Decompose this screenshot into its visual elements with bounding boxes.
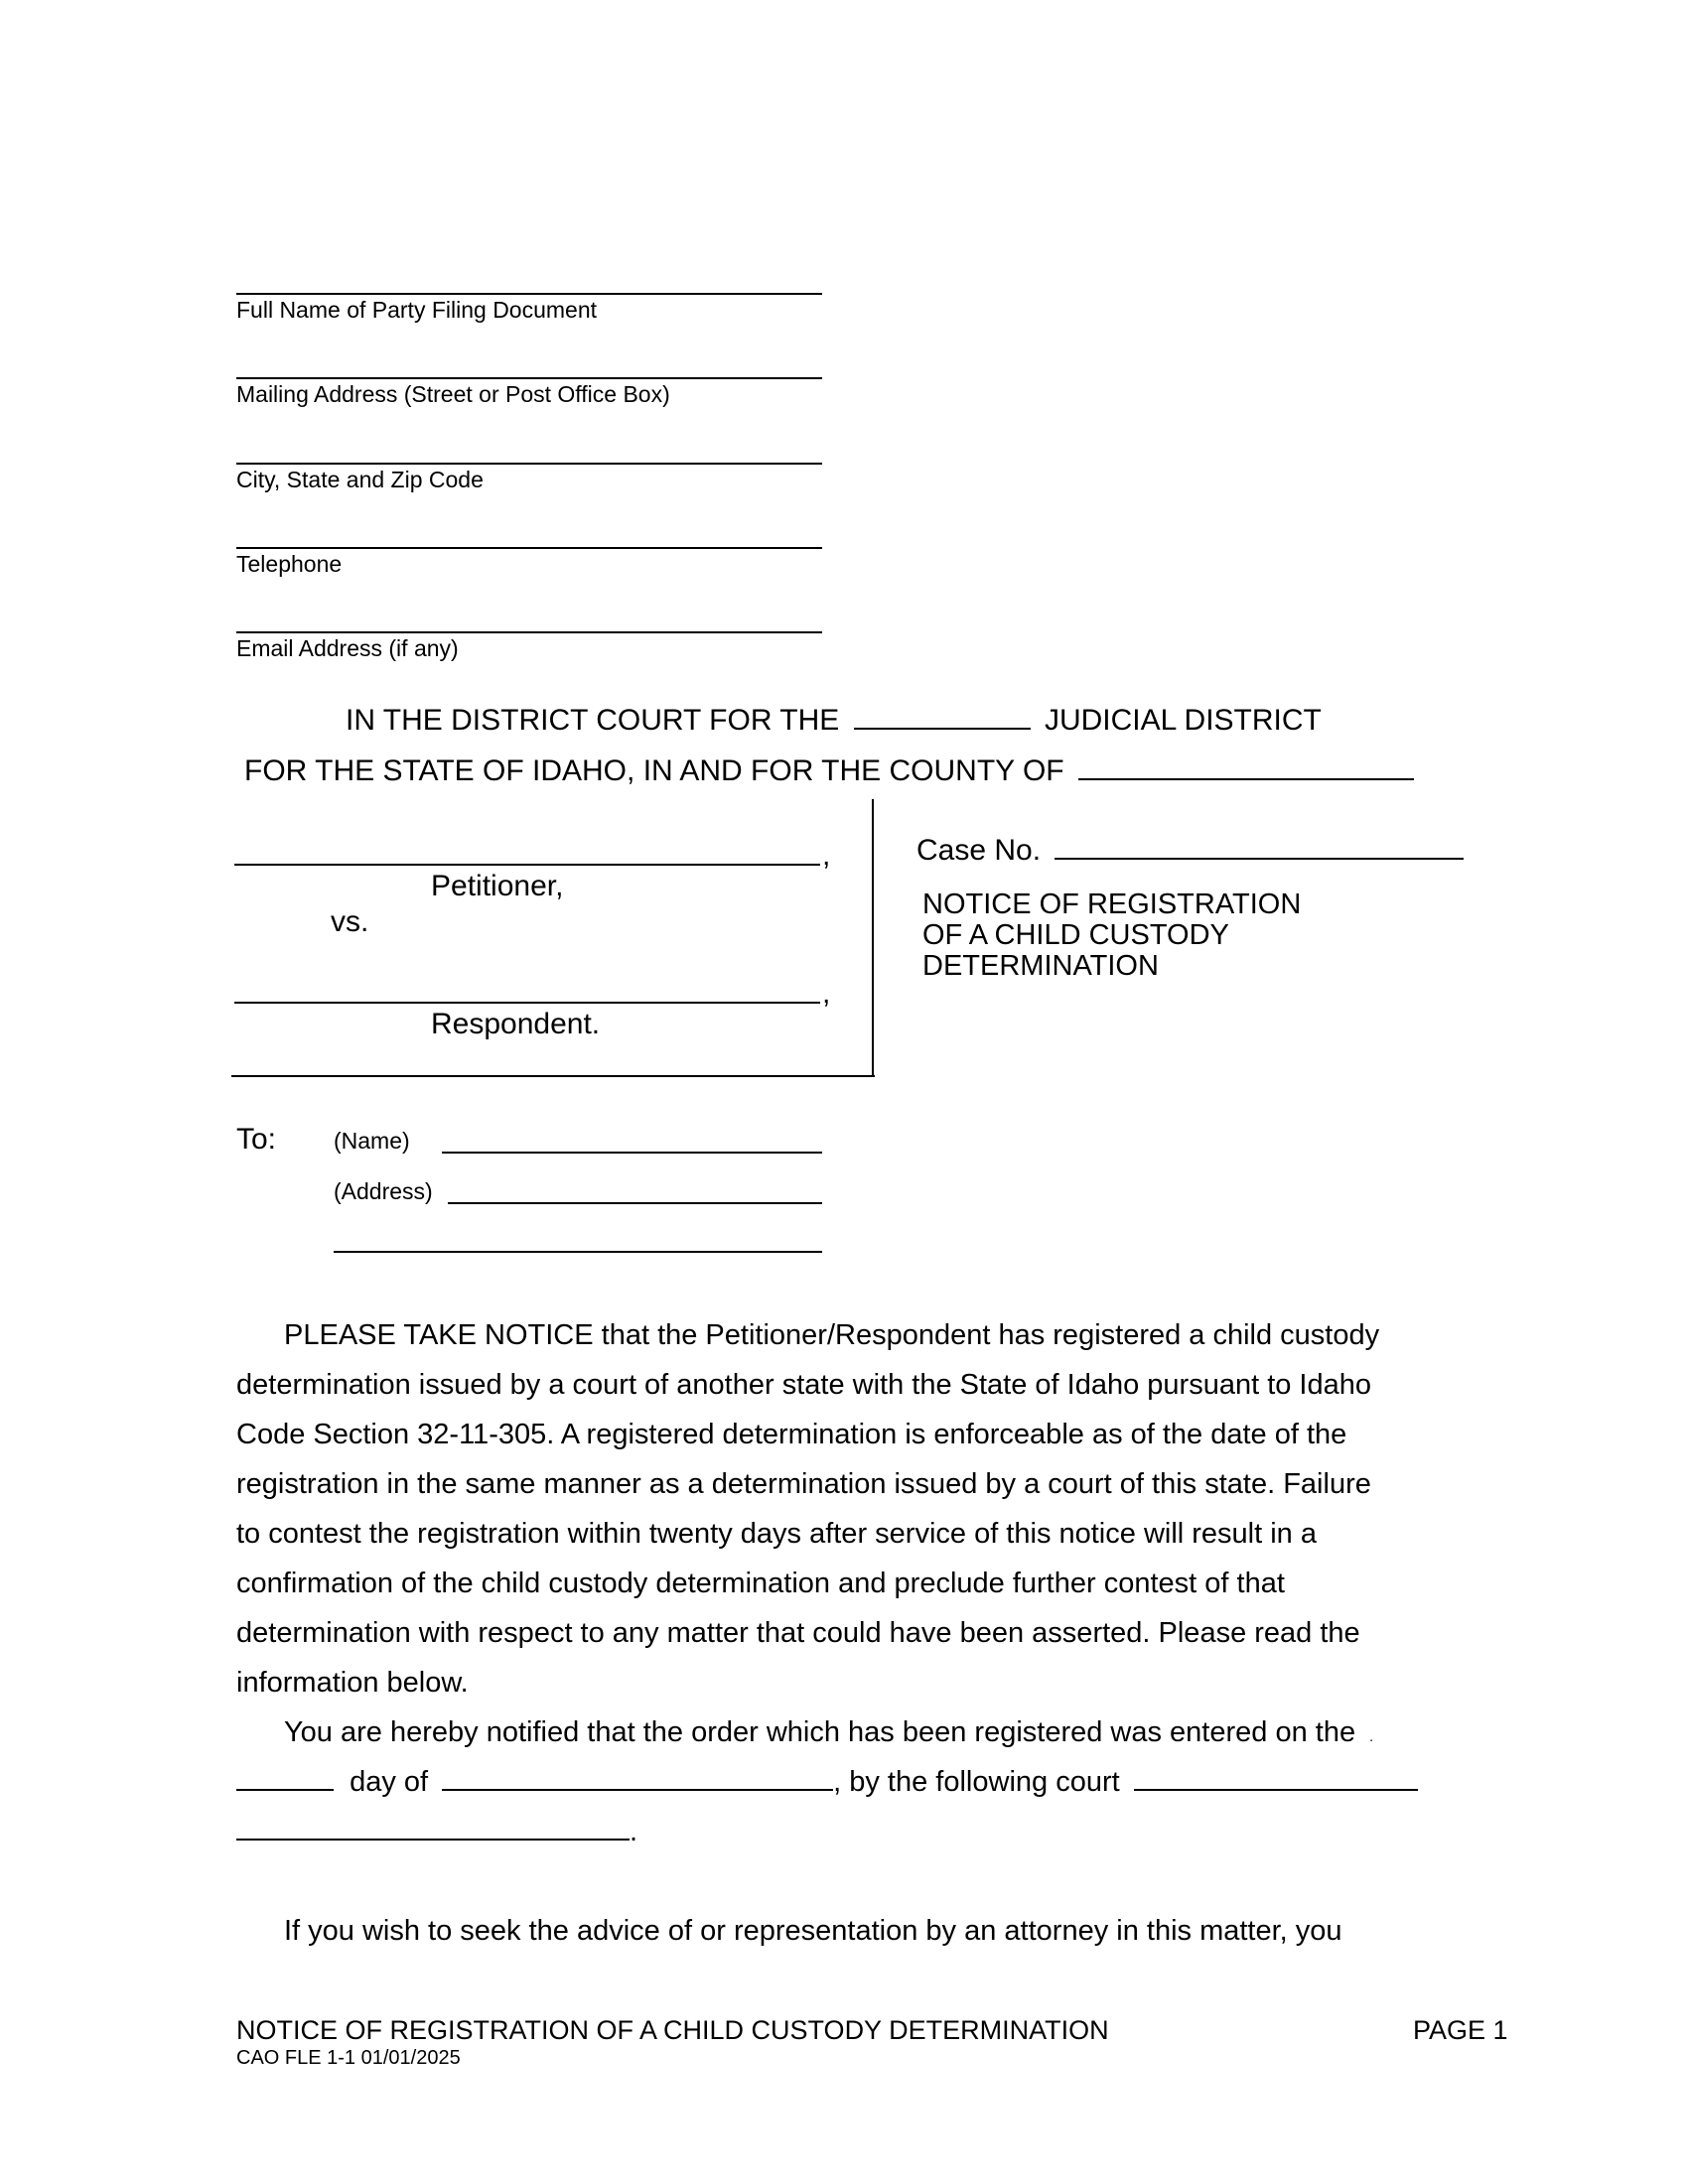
court-heading-line1-prefix: IN THE DISTRICT COURT FOR THE xyxy=(346,704,840,737)
paragraph-2-dot: . xyxy=(1369,1728,1374,1744)
recipient-name-label: (Name) xyxy=(334,1128,410,1154)
paragraph-1-line: to contest the registration within twenty days after service of this notice will result in a xyxy=(236,1518,1317,1550)
day-blank[interactable] xyxy=(236,1759,334,1791)
court-heading-line1 xyxy=(346,698,1322,738)
footer-doc-title: NOTICE OF REGISTRATION OF A CHILD CUSTODY DETERMINATION xyxy=(236,2015,1109,2045)
case-number-row xyxy=(916,828,1464,868)
document-title-line3: DETERMINATION xyxy=(922,950,1159,982)
paragraph-1-line: Code Section 32-11-305. A registered determination is enforceable as of the date of the xyxy=(236,1419,1347,1450)
paragraph-1-line: PLEASE TAKE NOTICE that the Petitioner/Respondent has registered a child custody xyxy=(284,1319,1380,1351)
following-court-label: , by the following court xyxy=(833,1766,1120,1798)
recipient-address-line2[interactable] xyxy=(334,1251,822,1253)
recipient-address-line1[interactable] xyxy=(448,1202,822,1204)
respondent-label: Respondent. xyxy=(431,1008,601,1040)
paragraph-1-line: information below. xyxy=(236,1667,469,1699)
paragraph-1-line: registration in the same manner as a determination issued by a court of this state. Failure xyxy=(236,1468,1371,1500)
email-line[interactable] xyxy=(236,631,822,633)
petitioner-comma: , xyxy=(822,839,831,872)
document-title-line1: NOTICE OF REGISTRATION xyxy=(922,888,1302,920)
to-label: To: xyxy=(236,1123,277,1156)
paragraph-2-end-period: . xyxy=(630,1816,638,1847)
paragraph-3-line1: If you wish to seek the advice of or representation by an attorney in this matter, you xyxy=(284,1915,1342,1947)
email-label: Email Address (if any) xyxy=(236,635,459,661)
paragraph-1-line: determination with respect to any matter that could have been asserted. Please read the xyxy=(236,1617,1360,1649)
vs-label: vs. xyxy=(331,905,369,938)
city-state-zip-line[interactable] xyxy=(236,463,822,465)
paragraph-1-line: determination issued by a court of another state with the State of Idaho pursuant to Idaho xyxy=(236,1369,1372,1401)
telephone-label: Telephone xyxy=(236,551,343,577)
respondent-comma: , xyxy=(822,977,831,1010)
paragraph-2-line3 xyxy=(236,1807,637,1856)
recipient-name-line[interactable] xyxy=(442,1152,822,1154)
court-heading-line2-prefix: FOR THE STATE OF IDAHO, IN AND FOR THE COUNTY OF xyxy=(244,754,1064,787)
paragraph-2-text: You are hereby notified that the order which has been registered was entered on the xyxy=(284,1716,1356,1748)
telephone-line[interactable] xyxy=(236,547,822,549)
month-year-blank[interactable] xyxy=(442,1759,833,1791)
judicial-district-blank[interactable] xyxy=(854,698,1031,730)
footer-page-number: PAGE 1 xyxy=(1413,2015,1508,2045)
respondent-name-line[interactable] xyxy=(234,1002,820,1004)
city-state-zip-label: City, State and Zip Code xyxy=(236,467,484,492)
petitioner-label: Petitioner, xyxy=(431,870,564,902)
footer-form-id: CAO FLE 1-1 01/01/2025 xyxy=(236,2047,461,2069)
mailing-address-label: Mailing Address (Street or Post Office Box) xyxy=(236,381,670,407)
document-title-line2: OF A CHILD CUSTODY xyxy=(922,919,1229,951)
court-name-blank[interactable] xyxy=(1134,1759,1418,1791)
paragraph-2-line1 xyxy=(284,1707,1373,1761)
recipient-address-label: (Address) xyxy=(334,1178,433,1204)
case-number-label: Case No. xyxy=(916,834,1042,867)
court-heading-line1-suffix: JUDICIAL DISTRICT xyxy=(1044,704,1322,737)
mailing-address-line[interactable] xyxy=(236,377,822,379)
court-heading-line2 xyxy=(244,749,1414,788)
paragraph-1-line: confirmation of the child custody determination and preclude further contest of that xyxy=(236,1568,1285,1599)
full-name-label: Full Name of Party Filing Document xyxy=(236,297,598,323)
caption-divider xyxy=(872,799,874,1077)
day-of-label: day of xyxy=(350,1766,429,1798)
petitioner-name-line[interactable] xyxy=(234,864,820,866)
paragraph-2-line2 xyxy=(236,1757,1418,1807)
caption-bottom-line xyxy=(231,1075,875,1077)
full-name-line[interactable] xyxy=(236,293,822,295)
paragraph-1 xyxy=(236,1310,1379,1707)
county-blank[interactable] xyxy=(1078,749,1414,780)
court-name-blank-continued[interactable] xyxy=(236,1809,630,1841)
case-number-blank[interactable] xyxy=(1055,828,1464,860)
